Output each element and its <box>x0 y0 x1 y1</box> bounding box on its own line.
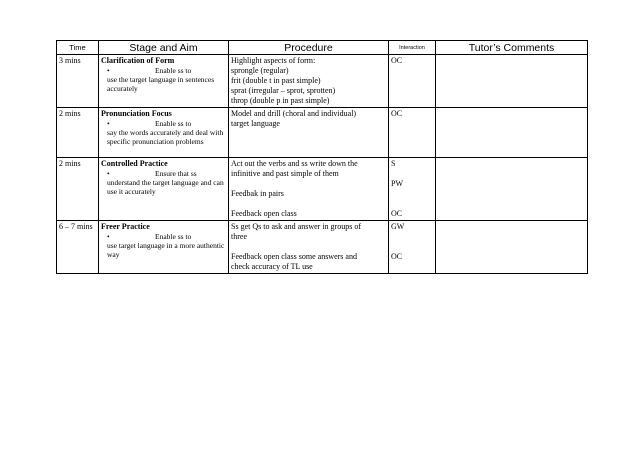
aim-rest: understand the target language and can use it accurately <box>107 178 224 196</box>
tutor-comments-cell <box>436 221 588 274</box>
header-row <box>57 41 588 55</box>
procedure-line: target language <box>231 119 280 128</box>
procedure-line <box>231 179 386 189</box>
tutor-comments-cell <box>436 55 588 108</box>
procedure-cell <box>229 108 389 158</box>
procedure-line <box>231 242 386 252</box>
procedure-line: Feedbak in pairs <box>231 189 284 198</box>
table-row <box>57 108 588 158</box>
procedure-line: infinitive and past simple of them <box>231 169 339 178</box>
procedure-line: Feedback open class some answers and <box>231 252 357 261</box>
aim-head: Enable ss to <box>155 119 192 128</box>
procedure-line: Ss get Qs to ask and answer in groups of <box>231 222 361 231</box>
interaction-mode <box>391 242 433 252</box>
stage-cell <box>99 108 229 158</box>
procedure-line: three <box>231 232 247 241</box>
stage-title: Controlled Practice <box>101 159 168 168</box>
bullet-icon: • <box>107 169 110 178</box>
header-time: Time <box>57 41 99 55</box>
procedure-line: check accuracy of TL use <box>231 262 313 271</box>
stage-cell <box>99 55 229 108</box>
bullet-icon: • <box>107 232 110 241</box>
interaction-mode <box>391 189 433 199</box>
procedure-line: Feedback open class <box>231 209 297 218</box>
aim-text <box>101 169 226 196</box>
tutor-comments-cell <box>436 108 588 158</box>
procedure-line: sprongle (regular) <box>231 66 289 75</box>
aim-text <box>101 119 226 146</box>
interaction-mode: OC <box>391 209 403 218</box>
interaction-mode: OC <box>391 109 403 118</box>
header-tutors-comments: Tutor’s Comments <box>436 41 588 55</box>
aim-head: Ensure that ss <box>155 169 197 178</box>
time-cell: 6 – 7 mins <box>57 221 99 274</box>
header-interaction: Interaction <box>389 41 436 55</box>
lesson-plan-table <box>56 40 588 274</box>
procedure-line: frit (double t in past simple) <box>231 76 321 85</box>
stage-cell <box>99 158 229 221</box>
aim-text <box>101 66 226 93</box>
interaction-mode: OC <box>391 252 403 261</box>
bullet-icon: • <box>107 66 110 75</box>
procedure-cell <box>229 55 389 108</box>
interaction-mode <box>391 199 433 209</box>
tutor-comments-cell <box>436 158 588 221</box>
procedure-line: sprat (irregular – sprot, sprotten) <box>231 86 336 95</box>
header-stage-and-aim: Stage and Aim <box>99 41 229 55</box>
time-cell: 2 mins <box>57 108 99 158</box>
table-row <box>57 55 588 108</box>
procedure-line: Act out the verbs and ss write down the <box>231 159 358 168</box>
procedure-line: Highlight aspects of form: <box>231 56 316 65</box>
procedure-line <box>231 199 386 209</box>
interaction-cell <box>389 158 436 221</box>
interaction-cell <box>389 108 436 158</box>
interaction-mode: PW <box>391 179 403 188</box>
procedure-cell <box>229 158 389 221</box>
stage-title: Pronunciation Focus <box>101 109 172 118</box>
aim-head: Enable ss to <box>155 232 192 241</box>
stage-cell <box>99 221 229 274</box>
aim-rest: use the target language in sentences accurately <box>107 75 215 93</box>
stage-title: Freer Practice <box>101 222 150 231</box>
interaction-mode <box>391 232 433 242</box>
interaction-mode <box>391 169 433 179</box>
stage-title: Clarification of Form <box>101 56 175 65</box>
interaction-cell <box>389 55 436 108</box>
aim-head: Enable ss to <box>155 66 192 75</box>
interaction-mode: S <box>391 159 396 168</box>
procedure-cell <box>229 221 389 274</box>
interaction-mode: OC <box>391 56 403 65</box>
table-row <box>57 221 588 274</box>
time-cell: 3 mins <box>57 55 99 108</box>
aim-rest: use target language in a more authentic way <box>107 241 225 259</box>
bullet-icon: • <box>107 119 110 128</box>
procedure-line: throp (double p in past simple) <box>231 96 330 105</box>
procedure-line: Model and drill (choral and individual) <box>231 109 357 118</box>
header-procedure: Procedure <box>229 41 389 55</box>
time-cell: 2 mins <box>57 158 99 221</box>
table-row <box>57 158 588 221</box>
aim-rest: say the words accurately and deal with specific pronunciation problems <box>107 128 224 146</box>
interaction-mode: GW <box>391 222 405 231</box>
aim-text <box>101 232 226 259</box>
interaction-cell <box>389 221 436 274</box>
